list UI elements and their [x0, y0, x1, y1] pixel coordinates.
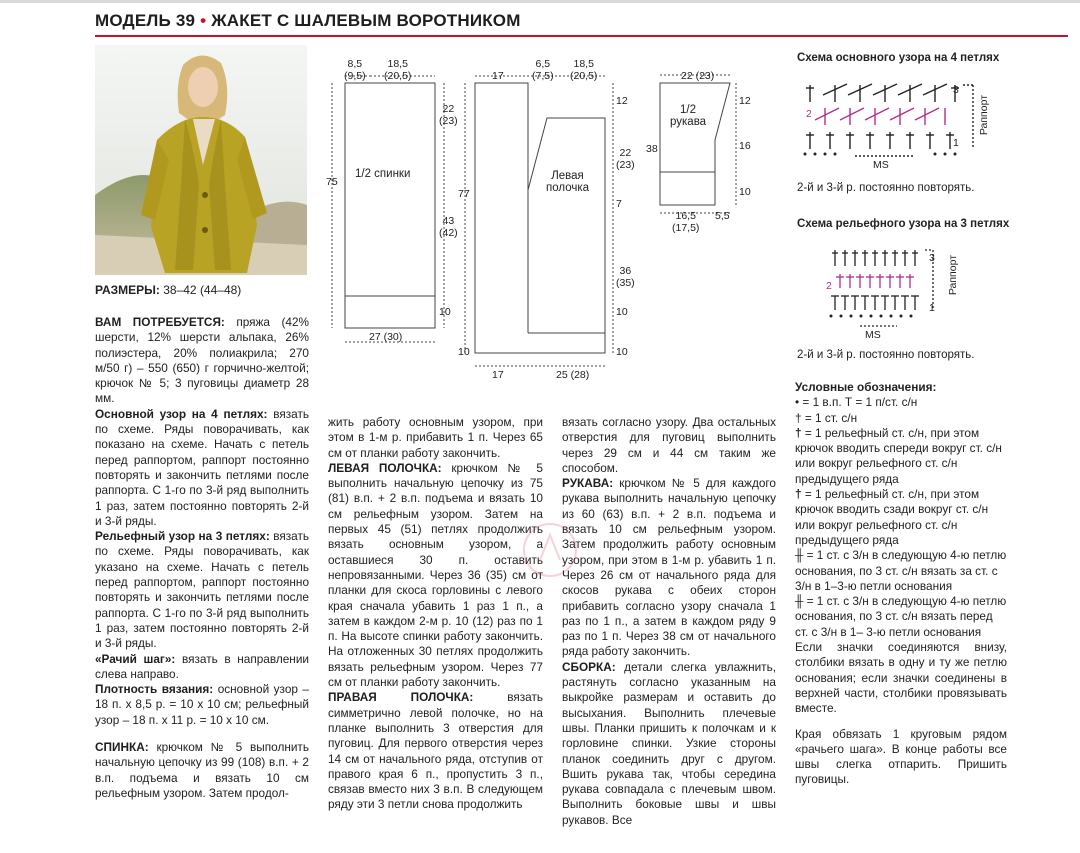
row-number: 1: [953, 137, 959, 149]
finishing-note: Края обвязать 1 круговым рядом «рачьего шага». В конце работы все швы слегка отпарить. Пришить пуговицы.: [795, 726, 1007, 787]
dim-label: 10: [439, 306, 451, 318]
title-underline: [95, 35, 1068, 37]
dim-label: 8,5 (9,5): [344, 58, 366, 82]
dim-label: 10: [616, 306, 628, 318]
pattern-diagram-back: [320, 50, 470, 350]
paragraph: ЛЕВАЯ ПОЛОЧКА: крючком № 5 выполнить начальную цепочку из 75 (81) в.п. + 2 в.п. подъема и вязать 10 см рельефным узором. Затем на первых 45 (51) петлях продолжить вязать основным узором, а оставшиеся 30 п. оставить непровязанными. Через 36 (35) см от планки для скоса горловины с левого края сначала убавить 1 раз 1 п., а затем в каждом 2-м р. 10 (12) раз по 1 п. На высоте спинки работу закончить. На отложенных 30 петлях продолжить вязать рельефным узором. Через 77 см от планки работу закончить.: [328, 460, 543, 690]
dim-label: 12: [616, 95, 628, 107]
dim-label: 38: [646, 143, 658, 155]
paragraph: Рельефный узор на 3 петлях: вязать по схеме. Ряды поворачивать, как указано на схеме. Начать с петель перед раппортом, раппорт постоянно повторять и закончить петлями после раппорта. С 1-го по 3-й ряд выполнить 1 раз, затем постоянно повторять 2-й и 3-й ряды.: [95, 529, 310, 651]
row-number: 3: [953, 84, 959, 96]
dim-label: 16,5 (17,5): [672, 210, 700, 234]
legend-title: Условные обозначения:: [795, 380, 937, 394]
dim-label: 22 (23): [616, 147, 635, 171]
row-number: 3: [929, 252, 935, 264]
schema-main-chart: [795, 70, 1005, 180]
paragraph: ВАМ ПОТРЕБУЕТСЯ: пряжа (42% шерсти, 12% шерсти альпака, 26% полиэстера, 20% полиакрила; 270 м/50 г) – 550 (650) г горчично-желтой; крючок № 5; 3 пуговицы диаметр 28 мм.: [95, 315, 309, 406]
diagram-label: Левая полочка: [546, 170, 590, 194]
dim-label: 27 (30): [369, 331, 403, 343]
dim-label: 10: [739, 186, 751, 198]
paragraph: Плотность вязания: основной узор – 18 п. х 8,5 р. = 10 х 10 см; рельефный узор – 18 п. х 11 р. = 10 х 10 см.: [95, 682, 309, 727]
model-photo: [95, 45, 307, 275]
repeat-note: 2-й и 3-й р. постоянно повторять.: [797, 182, 975, 194]
legend-item: † = 1 рельефный ст. с/н, при этом крючок вводить сзади вокруг ст. с/н или вокруг рельефного ст. с/н предыдущего ряда: [795, 487, 989, 547]
dim-label: 18,5 (20,5): [570, 58, 598, 82]
diagram-label: 1/2 спинки: [355, 168, 411, 180]
legend: [795, 380, 1007, 788]
dim-label: 25 (28): [556, 369, 590, 381]
legend-item: † = 1 рельефный ст. с/н, при этом крючок вводить спереди вокруг ст. с/н или вокруг рельефного ст. с/н предыдущего ряда: [795, 425, 1002, 486]
dim-label: 17: [492, 369, 504, 381]
paragraph: жить работу основным узором, при этом в 1-м р. прибавить 1 п. Через 65 см от планки работу закончить.: [328, 415, 543, 460]
ms-label: MS: [865, 329, 881, 341]
paragraph: ПРАВАЯ ПОЛОЧКА: вязать симметрично левой полочке, но на планке выполнить 3 отверстия для пуговиц. Для первого отверстия через 14 см от начального ряда, отступив от правого края 6 п., пропустить 3 п., связав вместо них 3 в.п. В следующем ряду эти 3 петли снова продолжить: [328, 690, 543, 812]
dim-label: 10: [458, 346, 470, 358]
pattern-diagram-front: [455, 50, 630, 380]
paragraph: СБОРКА: детали слегка увлажнить, растянуть согласно указанным на выкройке размерам и оставить до высыхания. Выполнить плечевые швы. Планки пришить к полочкам и к горловине спинки. Узкие стороны планок соединить друг с другом. Вшить рукава так, чтобы середина рукава совпадала с плечевым швом. Выполнить боковые швы и швы рукавов. Все: [562, 659, 776, 827]
sizes-line: РАЗМЕРЫ: 38–42 (44–48): [95, 283, 242, 297]
dim-label: 12: [739, 95, 751, 107]
legend-item: † = 1 ст. с/н: [795, 410, 858, 425]
repeat-label: Раппорт: [947, 255, 959, 296]
schema-main-title: Схема основного узора на 4 петлях: [797, 52, 1000, 64]
dim-label: 17: [492, 70, 504, 82]
paragraph: вязать согласно узору. Два остальных отверстия для пуговиц выполнить через 29 см и 44 см таким же способом.: [562, 415, 776, 475]
legend-item: ╫ = 1 ст. с 3/н в следующую 4-ю петлю основания, по 3 ст. с/н вязать за ст. с 3/н в 1–3-ю петли основания: [795, 548, 1007, 593]
watermark-logo: [520, 520, 580, 580]
dim-label: 6,5 (7,5): [532, 58, 554, 82]
ms-label: MS: [873, 159, 889, 171]
dim-label: 18,5 (20,5): [384, 58, 412, 82]
dim-label: 43 (42): [439, 215, 458, 239]
dim-label: 7: [616, 198, 622, 210]
text-column-3: [562, 415, 776, 828]
paragraph: РУКАВА: крючком № 5 для каждого рукава выполнить начальную цепочку из 60 (63) в.п. + 2 в.п. подъема и вязать 10 см рельефным узором. Затем продолжить работу основным узором, при этом в 1-м р. убавить 1 п. Через 26 см от начального ряда для скосов рукава с обеих сторон прибавить согласно узору сначала 1 раз по 1 п., а затем в каждом ряду 9 раз по 1 п. Через 38 см от начального ряда работу закончить.: [562, 476, 776, 659]
legend-item: • = 1 в.п. Т = 1 п/ст. с/н: [795, 395, 918, 410]
text-column-2: [328, 415, 543, 813]
diagram-label: 1/2 рукава: [670, 104, 707, 128]
row-number: 1: [929, 302, 935, 314]
schema-relief-chart: [825, 238, 955, 333]
dim-label: 5,5: [715, 210, 730, 222]
paragraph: СПИНКА: крючком № 5 выполнить начальную цепочку из 99 (108) в.п. + 2 в.п. подъема и вязать 10 см рельефным узором. Затем продол-: [95, 740, 309, 800]
dim-label: 10: [616, 346, 628, 358]
schema-relief-title: Схема рельефного узора на 3 петлях: [797, 218, 1010, 230]
legend-item: ╫ = 1 ст. с 3/н в следующую 4-ю петлю основания, по 3 ст. с/н вязать перед ст. с 3/н в 1– 3-ю петли основания: [795, 594, 1007, 639]
repeat-note: 2-й и 3-й р. постоянно повторять.: [797, 349, 975, 361]
dim-label: 77: [458, 188, 470, 200]
dim-label: 75: [326, 176, 338, 188]
legend-note: Если значки соединяются внизу, столбики вязать в одну и ту же петлю основания; если значки соединены в верхней части, столбики провязывать вместе.: [795, 640, 1007, 716]
paragraph: Основной узор на 4 петлях: вязать по схеме. Ряды поворачивать, как показано на схеме. Начать с петель перед раппортом, раппорт постоянно повторять и закончить петлями после раппорта. С 1-го по 3-й ряд выполнить 1 раз, затем постоянно повторять 2-й и 3-й ряды.: [95, 406, 309, 528]
page-title: МОДЕЛЬ 39 • ЖАКЕТ С ШАЛЕВЫМ ВОРОТНИКОМ: [95, 11, 521, 30]
repeat-label: Раппорт: [978, 95, 990, 136]
row-number: 2: [806, 108, 812, 120]
paragraph: «Рачий шаг»: вязать в направлении слева направо.: [95, 651, 309, 681]
row-number: 2: [826, 280, 832, 292]
text-column-1: [95, 315, 309, 801]
dim-label: 16: [739, 140, 751, 152]
dim-label: 22 (23): [681, 70, 715, 82]
dim-label: 22 (23): [439, 103, 458, 127]
dim-label: 36 (35): [616, 265, 635, 289]
top-border: [0, 0, 1080, 3]
